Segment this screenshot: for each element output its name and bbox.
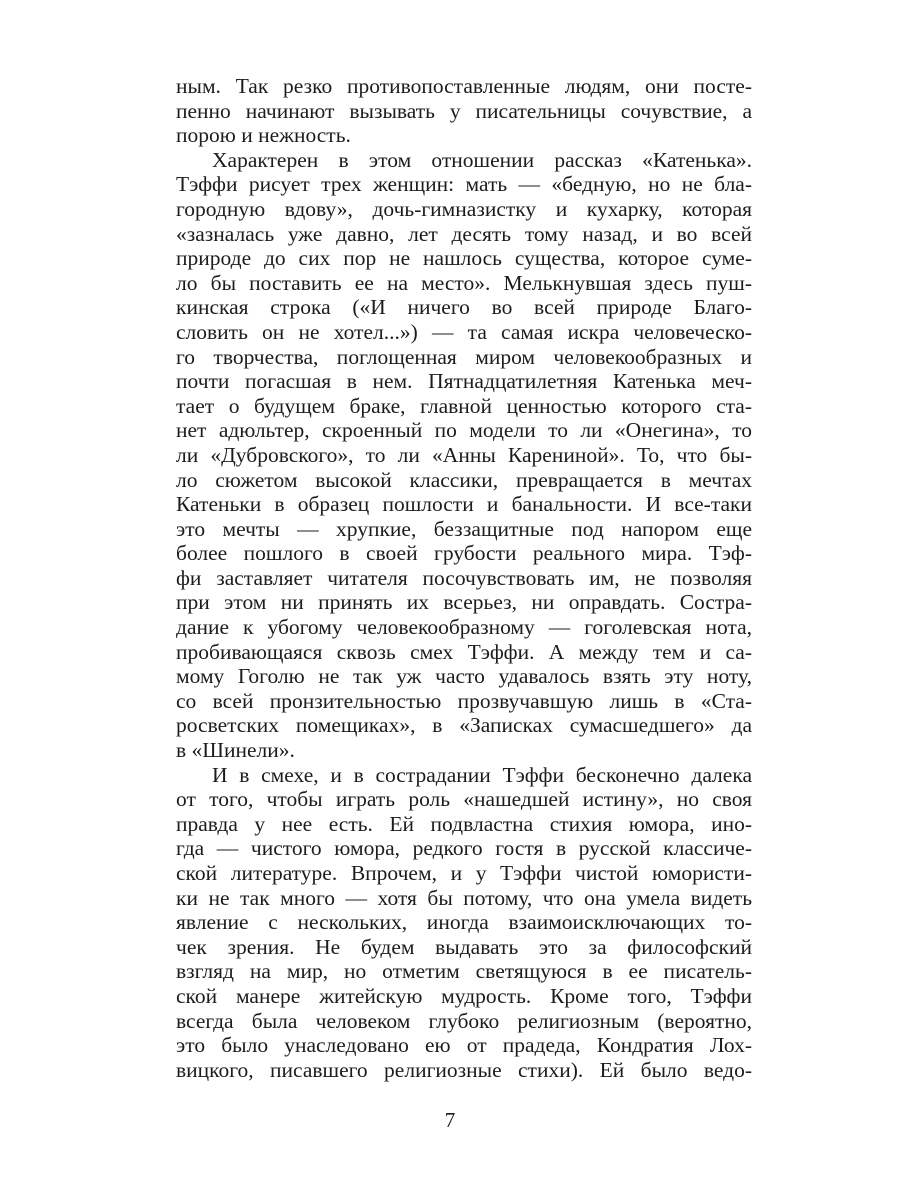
text-line: явление с нескольких, иногда взаимоисключающих то- — [176, 910, 752, 935]
text-line: ской литературе. Впрочем, и у Тэффи чистой юмористи- — [176, 861, 752, 885]
text-line: росветских помещиках», в «Записках сумасшедшего» да — [176, 713, 752, 738]
text-line: при этом ни принять их всерьез, ни оправдать. Состра- — [176, 590, 752, 615]
text-line: словить он не хотел...») — та самая искра человеческо- — [176, 319, 752, 344]
text-line: кинская строка («И ничего во всей природе Благо- — [176, 295, 752, 320]
text-line: ской манере житейскую мудрость. Кроме того, Тэффи — [176, 983, 752, 1008]
text-line: пенно начинают вызывать у писательницы сочувствие, а — [176, 98, 752, 123]
text-line: тает о будущем браке, главной ценностью которого ста- — [176, 393, 752, 418]
text-line: чек зрения. Не будем выдавать это за философский — [176, 934, 752, 959]
text-line: вицкого, писавшего религиозные стихи). Ей было ведо- — [176, 1057, 752, 1082]
text-line: со всей пронзительностью прозвучавшую лишь в «Ста- — [176, 688, 752, 713]
text-line: ным. Так резко противопоставленные людям, они посте- — [176, 74, 752, 98]
text-line: нет адюльтер, скроенный по модели то ли «Онегина», то — [176, 418, 752, 443]
text-line: Катеньки в образец пошлости и банальности. И все-таки — [176, 492, 752, 517]
text-line: И в смехе, и в сострадании Тэффи бесконечно далека — [212, 762, 752, 787]
paragraph-2 — [176, 148, 752, 763]
text-line: от того, чтобы играть роль «нашедшей истину», но своя — [176, 787, 752, 812]
text-line: это было унаследовано ею от прадеда, Кондратия Лох- — [176, 1033, 752, 1058]
text-line: ки не так много — хотя бы потому, что она умела видеть — [176, 885, 752, 910]
text-line: пробивающаяся сквозь смех Тэффи. А между тем и са- — [176, 639, 752, 664]
text-line: почти погасшая в нем. Пятнадцатилетняя Катенька меч- — [176, 369, 752, 394]
text-line: городную вдову», дочь-гимназистку и кухарку, которая — [176, 196, 752, 221]
text-line: правда у нее есть. Ей подвластна стихия юмора, ино- — [176, 811, 752, 836]
text-line: порою и нежность. — [176, 123, 351, 148]
text-line: Тэффи рисует трех женщин: мать — «бедную, но не бла- — [176, 172, 752, 197]
text-line: природе до сих пор не нашлось существа, которое суме- — [176, 246, 752, 271]
text-line: ли «Дубровского», то ли «Анны Карениной». То, что бы- — [176, 442, 752, 467]
text-line: в «Шинели». — [176, 738, 295, 763]
page-body — [176, 74, 752, 1082]
text-line: гда — чистого юмора, редкого гостя в русской классиче- — [176, 836, 752, 861]
text-line: Характерен в этом отношении рассказ «Катенька». — [212, 147, 752, 172]
text-line: мому Гоголю не так уж часто удавалось взять эту ноту, — [176, 664, 752, 689]
text-line: более пошлого в своей грубости реального мира. Тэф- — [176, 541, 752, 566]
text-line: всегда была человеком глубоко религиозным (вероятно, — [176, 1008, 752, 1033]
text-line: го творчества, поглощенная миром человекообразных и — [176, 344, 752, 369]
text-line: фи заставляет читателя посочувствовать им, не позволяя — [176, 565, 752, 590]
page-number: 7 — [444, 1108, 456, 1132]
text-line: ло сюжетом высокой классики, превращается в мечтах — [176, 467, 752, 492]
paragraph-1 — [176, 74, 752, 148]
paragraph-3 — [176, 763, 752, 1083]
text-line: взгляд на мир, но отметим светящуюся в ее писатель- — [176, 959, 752, 984]
text-line: это мечты — хрупкие, беззащитные под напором еще — [176, 516, 752, 541]
text-line: дание к убогому человекообразному — гоголевская нота, — [176, 615, 752, 640]
text-line: «зазналась уже давно, лет десять тому назад, и во всей — [176, 221, 752, 246]
text-line: ло бы поставить ее на место». Мелькнувшая здесь пуш- — [176, 270, 752, 295]
